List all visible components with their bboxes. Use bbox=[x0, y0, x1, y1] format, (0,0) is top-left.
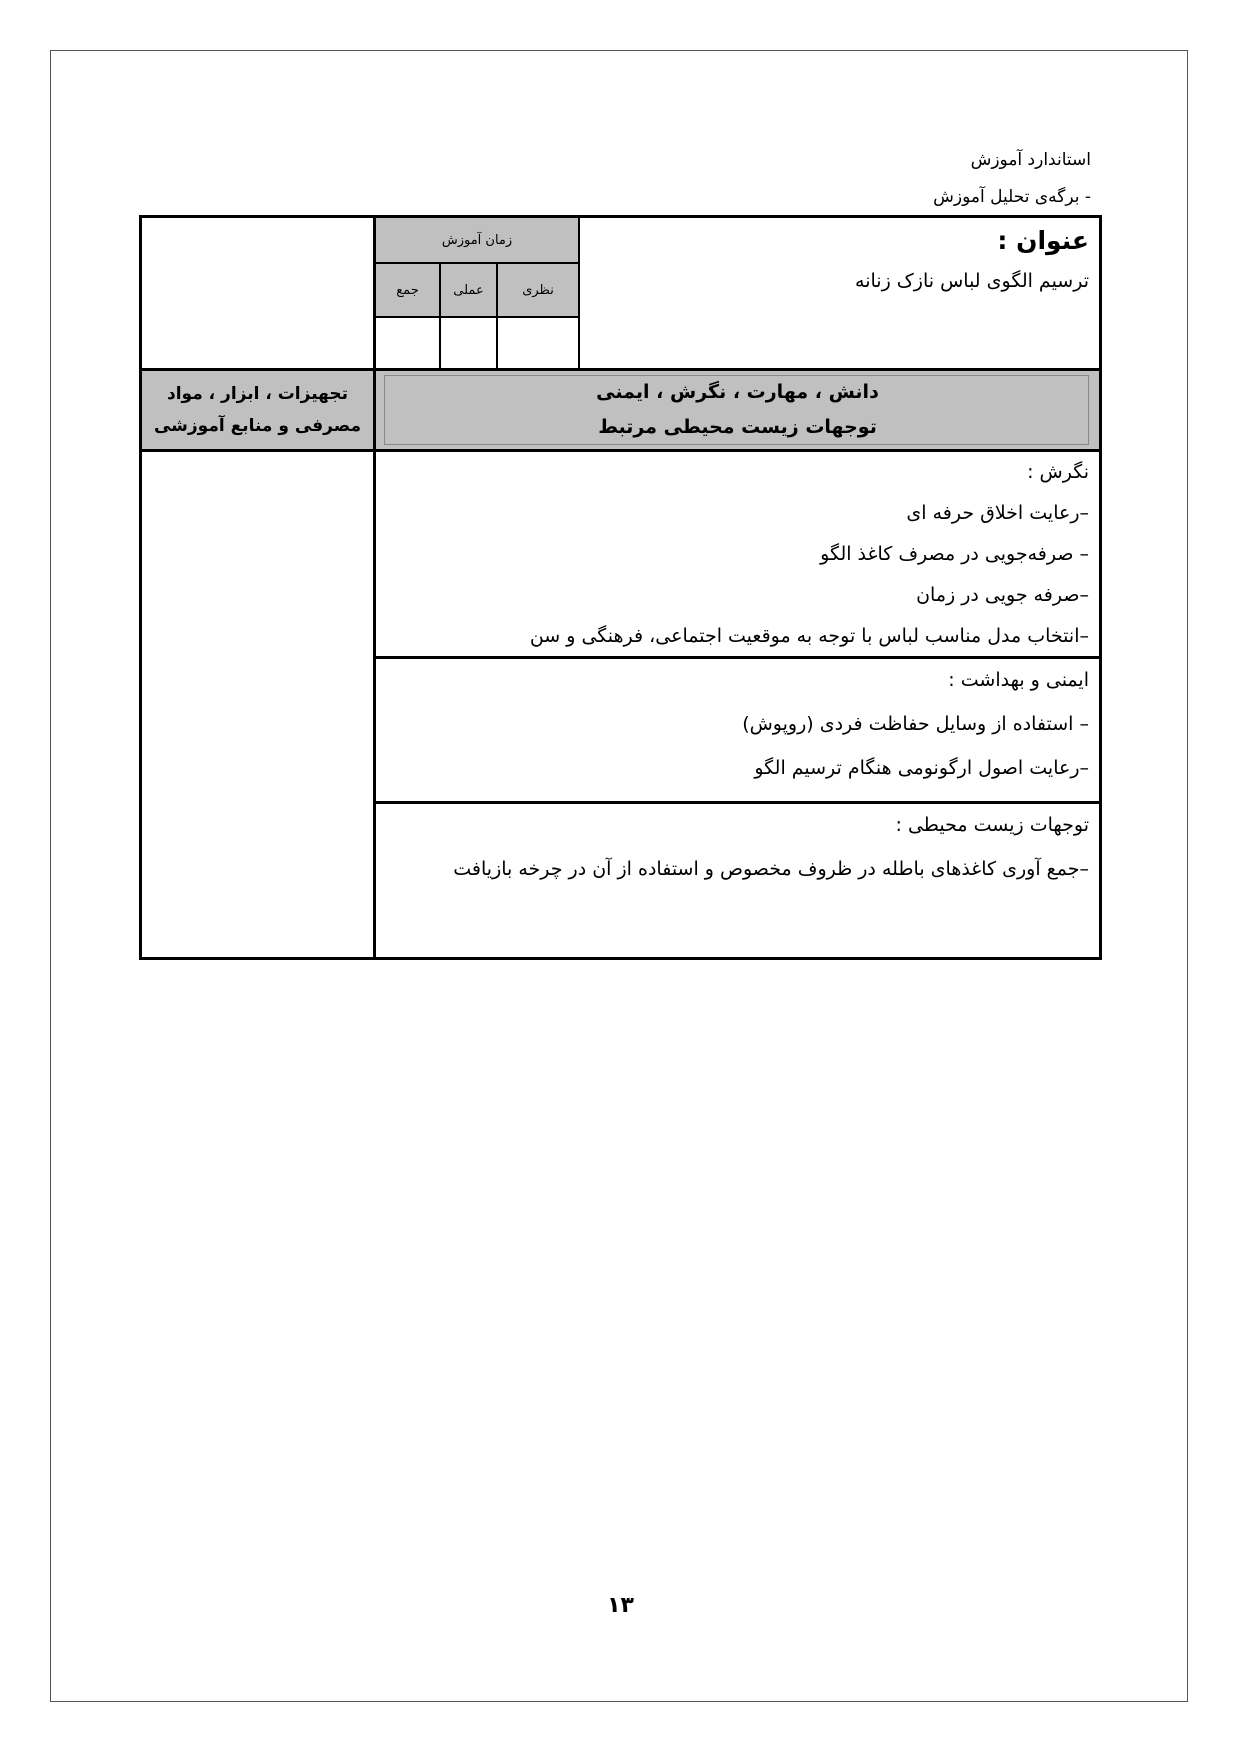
time-column-total: جمع bbox=[376, 264, 441, 318]
equipment-header-line1: تجهیزات ، ابزار ، مواد bbox=[167, 384, 349, 404]
analysis-form-table bbox=[139, 215, 1102, 960]
standard-title: استاندارد آموزش bbox=[970, 150, 1091, 170]
safety-item: – استفاده از وسایل حفاظت فردی (روپوش) bbox=[742, 713, 1089, 735]
attitude-item: –صرفه جویی در زمان bbox=[916, 584, 1089, 606]
environment-heading: توجهات زیست محیطی : bbox=[895, 814, 1089, 836]
title-label: عنوان : bbox=[997, 226, 1089, 255]
attitude-item: –انتخاب مدل مناسب لباس با توجه به موقعیت اجتماعی، فرهنگی و سن bbox=[529, 625, 1089, 647]
environment-item: –جمع آوری کاغذهای باطله در ظروف مخصوص و استفاده از آن در چرخه بازیافت bbox=[453, 858, 1089, 880]
time-value-theory bbox=[498, 318, 580, 371]
attitude-item: – صرفه‌جویی در مصرف کاغذ الگو bbox=[820, 543, 1089, 565]
time-value-practical bbox=[441, 318, 498, 371]
time-column-practical: عملی bbox=[441, 264, 498, 318]
knowledge-header bbox=[376, 371, 1099, 449]
title-row-divider bbox=[142, 368, 1099, 371]
safety-section bbox=[376, 659, 1099, 791]
training-time-block bbox=[376, 218, 580, 371]
equipment-header-line2: مصرفی و منابع آموزشی bbox=[153, 416, 362, 436]
safety-item: –رعایت اصول ارگونومی هنگام ترسیم الگو bbox=[754, 757, 1089, 779]
equipment-header bbox=[142, 371, 373, 449]
sheet-title: - برگه‌ی تحلیل آموزش bbox=[933, 187, 1091, 207]
attitude-heading: نگرش : bbox=[1027, 461, 1089, 483]
knowledge-header-line2: توجهات زیست محیطی مرتبط bbox=[598, 416, 877, 438]
time-column-theory: نظری bbox=[498, 264, 580, 318]
title-value: ترسیم الگوی لباس نازک زنانه bbox=[855, 270, 1089, 292]
knowledge-header-line1: دانش ، مهارت ، نگرش ، ایمنی bbox=[596, 381, 879, 403]
environment-section bbox=[376, 804, 1099, 892]
attitude-item: –رعایت اخلاق حرفه ای bbox=[906, 502, 1089, 524]
page-number: ۱۳ bbox=[607, 1593, 634, 1618]
time-value-total bbox=[376, 318, 441, 371]
section-header-row bbox=[142, 371, 1099, 449]
training-time-header: زمان آموزش bbox=[376, 218, 580, 264]
safety-heading: ایمنی و بهداشت : bbox=[948, 669, 1089, 691]
